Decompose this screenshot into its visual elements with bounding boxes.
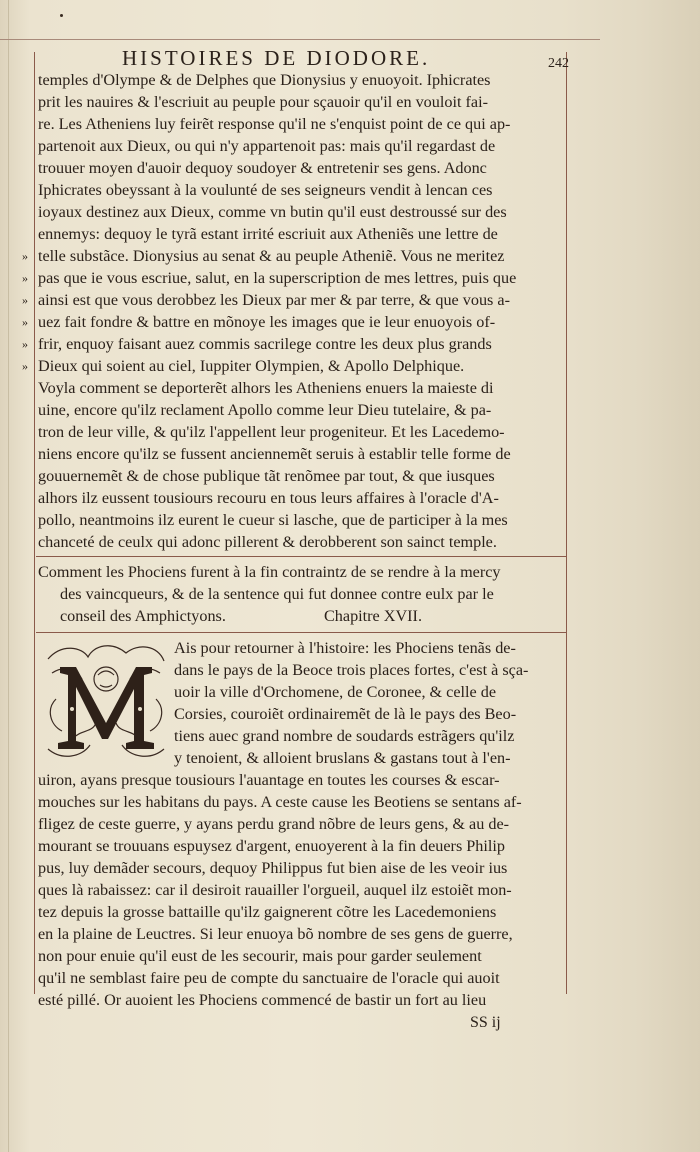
- signature-mark: SS ij: [470, 1014, 501, 1031]
- right-margin-rule: [566, 52, 567, 994]
- text-line: uez fait fondre & battre en mõnoye les images que ie leur enuoyois of-: [38, 313, 496, 331]
- text-line: alhors ilz eussent tousiours recouru en tous leurs affaires à l'oracle d'A-: [38, 489, 499, 507]
- text-line: gouuernemẽt & de chose publique tãt renõmee par tout, & que iusques: [38, 467, 495, 485]
- quote-mark: »: [22, 271, 28, 285]
- text-line: temples d'Olympe & de Delphes que Dionysius y enuoyoit. Iphicrates: [38, 71, 491, 89]
- text-line: ennemys: dequoy le tyrã estant irrité escriuit aux Atheniẽs une lettre de: [38, 225, 498, 243]
- text-line: esté pillé. Or auoient les Phociens commencé de bastir un fort au lieu: [38, 991, 487, 1009]
- text-line: qu'il ne semblast faire peu de compte du sanctuaire de l'oracle qui auoit: [38, 969, 500, 987]
- text-line: pollo, neantmoins ilz eurent le cueur si lasche, que de participer à la mes: [38, 511, 508, 529]
- heading-line: Comment les Phociens furent à la fin contraintz de se rendre à la mercy: [38, 563, 501, 581]
- text-line: en la plaine de Leuctres. Si leur enuoya bõ nombre de ses gens de guerre,: [38, 925, 513, 943]
- left-margin-rule: [34, 52, 35, 994]
- decorated-initial-m: [42, 639, 170, 763]
- folio-number: 242: [548, 56, 569, 71]
- text-line: ques là rabaissez: car il desiroit rauailler l'orgueil, auquel ilz estoiẽt mon-: [38, 881, 512, 899]
- running-head: HISTOIRES DE DIODORE.: [122, 46, 431, 70]
- quote-mark: »: [22, 337, 28, 351]
- text-line: frir, enquoy faisant auez commis sacrilege contre les deux plus grands: [38, 335, 492, 353]
- text-line: mouches sur les habitans du pays. A ceste cause les Beotiens se sentans af-: [38, 793, 522, 811]
- quote-mark: »: [22, 315, 28, 329]
- text-line: dans le pays de la Beoce trois places fortes, c'est à sça-: [174, 661, 529, 679]
- text-line: ainsi est que vous derobbez les Dieux par mer & par terre, & que vous a-: [38, 291, 510, 309]
- page-edge: [8, 0, 9, 1152]
- text-line: uiron, ayans presque tousiours l'auantage en toutes les courses & escar-: [38, 771, 500, 789]
- text-line: Ais pour retourner à l'histoire: les Phociens tenãs de-: [174, 639, 516, 657]
- quote-mark: »: [22, 359, 28, 373]
- text-line: uoir la ville d'Orchomene, de Coronee, & celle de: [174, 683, 497, 701]
- text-line: ioyaux destinez aux Dieux, comme vn butin qu'il eust destroussé sur des: [38, 203, 507, 221]
- text-line: tez depuis la grosse battaille qu'ilz gaignerent cõtre les Lacedemoniens: [38, 903, 497, 921]
- section-rule: [36, 632, 566, 633]
- text-line: Voyla comment se deporterẽt alhors les Atheniens enuers la maieste di: [38, 379, 494, 397]
- text-line: partenoit aux Dieux, ou qui n'y appartenoit pas: mais qu'il regardast de: [38, 137, 496, 155]
- chapter-number: Chapitre XVII.: [324, 607, 422, 625]
- text-line: tiens auec grand nombre de soudards estrãgers qu'ilz: [174, 727, 515, 745]
- heading-line: conseil des Amphictyons.: [60, 607, 226, 625]
- text-line: fligez de ceste guerre, y ayans perdu grand nõbre de leurs gens, & au de-: [38, 815, 510, 833]
- text-line: pas que ie vous escriue, salut, en la superscription de mes lettres, puis que: [38, 269, 517, 287]
- quote-mark: »: [22, 293, 28, 307]
- ink-speck: [60, 14, 63, 17]
- text-line: pus, luy demãder secours, dequoy Philippus fut bien aise de les veoir ius: [38, 859, 508, 877]
- text-line: tron de leur ville, & qu'ilz l'appellent leur progeniteur. Et les Lacedemo-: [38, 423, 505, 441]
- text-line: niens encore qu'ilz se fussent anciennemẽt seruis à establir telle forme de: [38, 445, 511, 463]
- header-rule: [0, 39, 600, 40]
- text-line: telle substãce. Dionysius au senat & au peuple Atheniẽ. Vous ne meritez: [38, 247, 505, 265]
- text-line: y tenoient, & alloient bruslans & gastans tout à l'en-: [174, 749, 511, 767]
- section-rule: [36, 556, 566, 557]
- text-line: uine, encore qu'ilz reclament Apollo comme leur Dieu tutelaire, & pa-: [38, 401, 492, 419]
- text-line: non pour enuie qu'il eust de les secourir, mais pour garder seulement: [38, 947, 482, 965]
- text-line: prit les nauires & l'escriuit au peuple pour sçauoir qu'il en vouloit fai-: [38, 93, 488, 111]
- initial-letter: M: [42, 639, 43, 640]
- text-line: Dieux qui soient au ciel, Iuppiter Olympien, & Apollo Delphique.: [38, 357, 465, 375]
- text-line: re. Les Atheniens luy feirẽt response qu'il ne s'enquist point de ce qui ap-: [38, 115, 511, 133]
- heading-line: des vaincqueurs, & de la sentence qui fut donnee contre eulx par le: [60, 585, 494, 603]
- quote-mark: »: [22, 249, 28, 263]
- text-line: mourant se trouuans espuysez d'argent, enuoyerent à la fin deuers Philip: [38, 837, 505, 855]
- text-line: chanceté de ceulx qui adonc pillerent & derobberent son sainct temple.: [38, 533, 497, 551]
- text-line: Corsies, couroiẽt ordinairemẽt de là le pays des Beo-: [174, 705, 517, 723]
- text-line: Iphicrates obeyssant à la voulunté de ses seigneurs vendit à lencan ces: [38, 181, 493, 199]
- text-line: trouuer moyen d'auoir dequoy soudoyer & entretenir ses gens. Adonc: [38, 159, 487, 177]
